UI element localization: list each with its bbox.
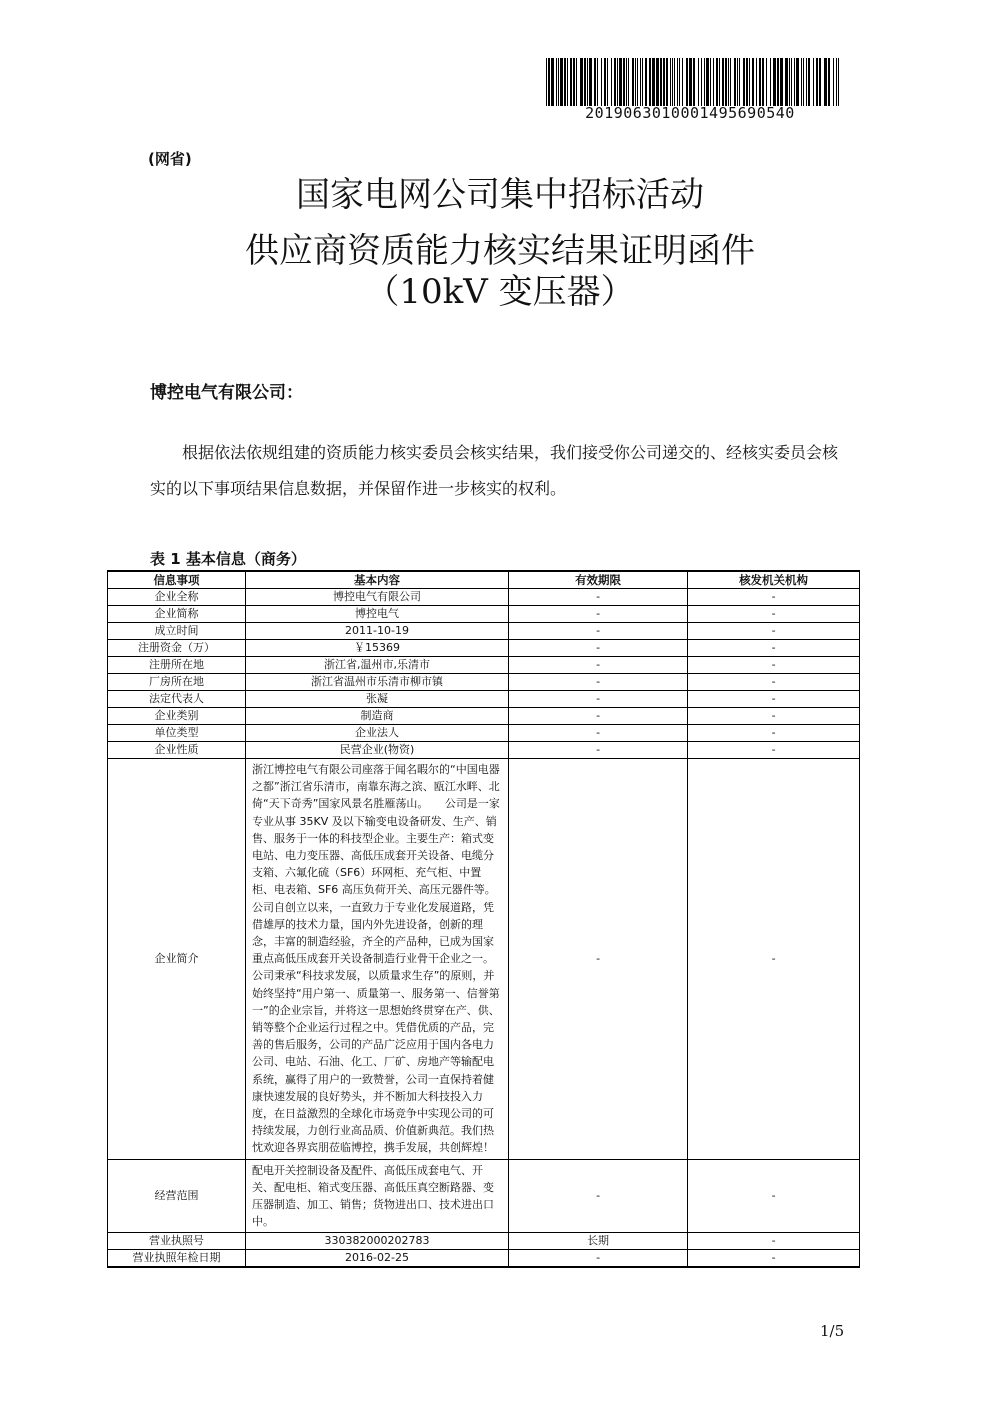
barcode-bar — [706, 58, 709, 106]
table-cell: - — [688, 606, 860, 623]
barcode-bar — [672, 58, 673, 106]
table-cell: - — [509, 691, 688, 708]
header-cell: 基本内容 — [246, 571, 509, 589]
barcode-bar — [730, 58, 731, 106]
document-title-line-3: （10kV 变压器） — [365, 272, 635, 312]
table-row — [108, 1233, 860, 1250]
table-cell: - — [688, 1250, 860, 1268]
table-cell: 博控电气 — [246, 606, 509, 623]
table-cell: ￥15369 — [246, 640, 509, 657]
table-cell: 经营范围 — [108, 1159, 246, 1233]
table-cell: 博控电气有限公司 — [246, 589, 509, 606]
barcode-bar — [689, 58, 692, 106]
barcode-bar — [813, 58, 814, 106]
addressee: 博控电气有限公司： — [150, 383, 303, 403]
barcode-bar — [560, 58, 563, 106]
barcode-bar — [604, 58, 606, 106]
barcode-bar — [716, 58, 718, 106]
table-cell: - — [688, 1159, 860, 1233]
table-cell: - — [509, 623, 688, 640]
table-cell: - — [688, 623, 860, 640]
table-row — [108, 742, 860, 759]
barcode-bar — [674, 58, 675, 106]
barcode-bar — [649, 58, 651, 106]
table-row — [108, 1159, 860, 1233]
table-cell: 法定代表人 — [108, 691, 246, 708]
cell-text: 配电开关控制设备及配件、高低压成套电气、开关、配电柜、箱式变压器、高低压真空断路器、变压器制造、加工、销售；货物进出口、技术进出口中。 — [252, 1163, 494, 1229]
barcode-bar — [558, 58, 559, 106]
barcode-bar — [743, 58, 745, 106]
table-cell: - — [688, 1233, 860, 1250]
table-row — [108, 725, 860, 742]
barcode-bar — [570, 58, 572, 106]
barcode-bar — [808, 58, 810, 106]
table-row — [108, 708, 860, 725]
barcode-bar — [801, 58, 802, 106]
barcode-bar — [728, 58, 729, 106]
table-cell: 制造商 — [246, 708, 509, 725]
barcode-bar — [796, 58, 799, 106]
barcode-bar — [556, 58, 557, 106]
barcode-bar — [794, 58, 795, 106]
table-cell: - — [688, 589, 860, 606]
page-number: 1/5 — [820, 1322, 845, 1340]
barcode-bar — [719, 58, 720, 106]
table-row — [108, 1250, 860, 1268]
barcode-bar — [645, 58, 647, 106]
barcode-bar — [789, 58, 790, 106]
table-cell: 浙江省温州市乐清市柳市镇 — [246, 674, 509, 691]
barcode — [544, 58, 842, 106]
barcode-bar — [611, 58, 612, 106]
table-cell: 注册所在地 — [108, 657, 246, 674]
table-cell: 厂房所在地 — [108, 674, 246, 691]
barcode-bar — [752, 58, 754, 106]
barcode-bar — [564, 58, 566, 106]
table-cell: - — [688, 742, 860, 759]
barcode-bar — [551, 58, 554, 106]
barcode-bar — [677, 58, 678, 106]
barcode-bar — [607, 58, 608, 106]
document-title-line-2: 供应商资质能力核实结果证明函件 — [245, 231, 755, 271]
table-cell: - — [688, 674, 860, 691]
barcode-bar — [777, 58, 779, 106]
barcode-bar — [762, 58, 764, 106]
barcode-bar — [587, 58, 588, 106]
barcode-bar — [773, 58, 776, 106]
table-cell: 民营企业(物资) — [246, 742, 509, 759]
table-cell — [246, 759, 509, 1160]
table-cell: 浙江省,温州市,乐清市 — [246, 657, 509, 674]
barcode-bar — [759, 58, 761, 106]
table-cell: 2016-02-25 — [246, 1250, 509, 1268]
barcode-bar — [749, 58, 750, 106]
table-row — [108, 606, 860, 623]
barcode-bar — [660, 58, 662, 106]
table-cell: - — [509, 1250, 688, 1268]
barcode-bar — [693, 58, 695, 106]
table-cell: - — [509, 742, 688, 759]
barcode-bar — [546, 58, 547, 106]
table-cell: 330382000202783 — [246, 1233, 509, 1250]
barcode-bar — [628, 58, 629, 106]
barcode-bar — [806, 58, 807, 106]
barcode-bar — [756, 58, 757, 106]
barcode-bar — [803, 58, 804, 106]
table-cell: 企业法人 — [246, 725, 509, 742]
table-cell: - — [509, 589, 688, 606]
table-cell: 注册资金（万） — [108, 640, 246, 657]
barcode-bar — [626, 58, 627, 106]
barcode-bar — [746, 58, 748, 106]
barcode-bar — [739, 58, 740, 106]
barcode-bar — [670, 58, 671, 106]
table-row — [108, 623, 860, 640]
barcode-bar — [635, 58, 636, 106]
table-cell — [246, 1159, 509, 1233]
barcode-bar — [824, 58, 827, 106]
barcode-bar — [584, 58, 586, 106]
barcode-bar — [698, 58, 699, 106]
table-cell: 企业简介 — [108, 759, 246, 1160]
cell-text: 浙江博控电气有限公司座落于闻名暇尔的“中国电器之都”浙江省乐清市，南靠东海之滨、瓯江水畔、北倚“天下奇秀”国家风景名胜雁荡山。 公司是一家专业从事 35KV 及以下输变电设备研发、生产、销售、服务于一体的科技型企业。主要生产：箱式变电站、电力变压器、高低压成套开关设备、电缆分支箱、六氟化硫（SF6）环网柜、充气柜、中置柜、电表箱、SF6 高压负荷开关、高压元器件等。 公司自创立以来，一直致力于专业化发展道路，凭借雄厚的技术力量，国内外先进设备，创新的理念，丰富的制造经验，齐全的产品种，已成为国家重点高低压成套开关设备制造行业骨干企业之一。 公司秉承“科技求发展，以质量求生存”的原则，并始终坚持“用户第一、质量第一、服务第一、信誉第一”的企业宗旨，并将这一思想始终贯穿在产、供、销等整个企业运行过程之中。凭借优质的产品，完善的售后服务，公司的产品广泛应用于国内各电力公司、电站、石油、化工、厂矿、房地产等输配电系统，赢得了用户的一致赞誉，公司一直保持着健康快速发展的良好势头，并不断加大科技投入力度，在日益激烈的全球化市场竞争中实现公司的可持续发展，力创行业高品质、价值新典范。我们热忱欢迎各界宾朋莅临博控，携手发展，共创辉煌！ — [252, 763, 511, 1155]
barcode-bar — [642, 58, 643, 106]
barcode-bar — [623, 58, 625, 106]
header-cell: 信息事项 — [108, 571, 246, 589]
barcode-bar — [597, 58, 598, 106]
barcode-bar — [637, 58, 638, 106]
barcode-bar — [780, 58, 783, 106]
barcode-bar — [573, 58, 575, 106]
barcode-bar — [663, 58, 665, 106]
barcode-bar — [576, 58, 577, 106]
barcode-bar — [737, 58, 738, 106]
table-cell: - — [688, 657, 860, 674]
barcode-bar — [589, 58, 592, 106]
barcode-bar — [619, 58, 622, 106]
barcode-bar — [652, 58, 655, 106]
table-header-row — [108, 571, 860, 589]
table-cell: 营业执照号 — [108, 1233, 246, 1250]
barcode-bar — [656, 58, 659, 106]
barcode-bar — [710, 58, 711, 106]
table-row — [108, 691, 860, 708]
table-cell: - — [509, 1159, 688, 1233]
table-cell: - — [688, 708, 860, 725]
barcode-bar — [713, 58, 714, 106]
basic-info-table — [107, 570, 860, 1268]
table-cell: - — [509, 725, 688, 742]
barcode-bar — [682, 58, 683, 106]
barcode-bar — [701, 58, 702, 106]
table-cell: - — [509, 708, 688, 725]
barcode-bar — [836, 58, 837, 106]
header-cell: 有效期限 — [509, 571, 688, 589]
table-cell: 企业简称 — [108, 606, 246, 623]
barcode-bar — [666, 58, 668, 106]
table-cell: 长期 — [509, 1233, 688, 1250]
document-title-line-1: 国家电网公司集中招标活动 — [296, 175, 704, 215]
barcode-bar — [614, 58, 616, 106]
barcode-bar — [766, 58, 767, 106]
barcode-bar — [770, 58, 771, 106]
table-cell: - — [688, 640, 860, 657]
table-cell: - — [509, 606, 688, 623]
barcode-bar — [722, 58, 724, 106]
table-cell: - — [509, 657, 688, 674]
barcode-bar — [580, 58, 583, 106]
table-cell: - — [509, 759, 688, 1160]
table-cell: 张凝 — [246, 691, 509, 708]
table-cell: - — [509, 640, 688, 657]
table-row — [108, 759, 860, 1160]
barcode-bar — [734, 58, 736, 106]
barcode-bar — [548, 58, 550, 106]
table-row — [108, 674, 860, 691]
barcode-bar — [725, 58, 727, 106]
barcode-bar — [686, 58, 688, 106]
barcode-bar — [819, 58, 821, 106]
table-cell: - — [688, 691, 860, 708]
table-cell: 企业类别 — [108, 708, 246, 725]
barcode-bar — [594, 58, 596, 106]
table-cell: 营业执照年检日期 — [108, 1250, 246, 1268]
table-row — [108, 640, 860, 657]
barcode-bar — [567, 58, 568, 106]
table-title: 表 1 基本信息（商务） — [150, 550, 306, 568]
header-cell: 核发机关机构 — [688, 571, 860, 589]
barcode-bar — [704, 58, 705, 106]
table-cell: 成立时间 — [108, 623, 246, 640]
barcode-bar — [640, 58, 641, 106]
barcode-bar — [816, 58, 818, 106]
table-cell: - — [509, 674, 688, 691]
barcode-bar — [785, 58, 788, 106]
table-cell: - — [688, 759, 860, 1160]
barcode-bar — [838, 58, 839, 106]
barcode-bar — [791, 58, 792, 106]
barcode-number: 2019063010001495690540 — [585, 104, 795, 122]
table-cell: 单位类型 — [108, 725, 246, 742]
table-row — [108, 657, 860, 674]
barcode-bar — [828, 58, 830, 106]
barcode-bar — [632, 58, 634, 106]
barcode-bar — [833, 58, 834, 106]
barcode-bar — [679, 58, 680, 106]
body-paragraph: 根据依法依规组建的资质能力核实委员会核实结果，我们接受你公司递交的、经核实委员会核实的以下事项结果信息数据，并保留作进一步核实的权利。 — [150, 443, 839, 498]
table-cell: - — [688, 725, 860, 742]
table-cell: 企业性质 — [108, 742, 246, 759]
table-cell: 企业全称 — [108, 589, 246, 606]
region-label: (网省) — [148, 150, 192, 168]
table-cell: 2011-10-19 — [246, 623, 509, 640]
barcode-bar — [617, 58, 618, 106]
barcode-bar — [601, 58, 602, 106]
table-row — [108, 589, 860, 606]
